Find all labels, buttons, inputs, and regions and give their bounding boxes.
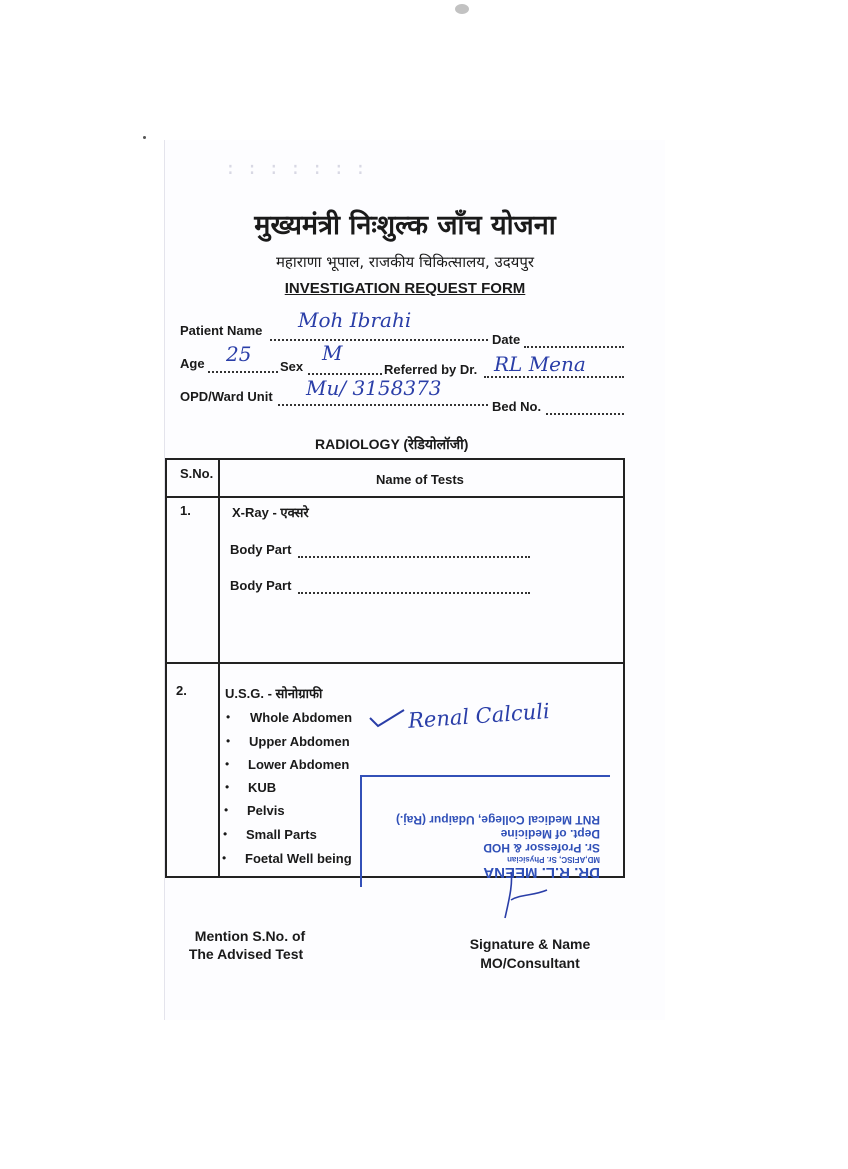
- date-label: Date: [492, 332, 521, 347]
- usg-item: KUB: [248, 780, 277, 795]
- sex-line: [308, 373, 382, 375]
- faint-bleed-through: : : : : : : :: [225, 158, 366, 179]
- scheme-title: मुख्यमंत्री निःशुल्क जाँच योजना: [254, 210, 556, 241]
- footer-right-line2: MO/Consultant: [480, 955, 580, 971]
- referred-by-label: Referred by Dr.: [384, 362, 478, 377]
- bed-no-label: Bed No.: [492, 399, 542, 414]
- bullet-icon: •: [226, 710, 231, 724]
- row1-body-part-2: Body Part: [230, 578, 292, 593]
- row1-test: X-Ray - एक्सरे: [232, 505, 309, 520]
- patient-name-label: Patient Name: [180, 323, 263, 338]
- bullet-icon: •: [223, 827, 228, 841]
- stamp-line: DR. R.L. MEENA: [483, 864, 600, 881]
- opd-ward-line: [278, 404, 488, 406]
- scan-speck: [455, 4, 469, 14]
- row2-test: U.S.G. - सोनोग्राफी: [225, 686, 323, 701]
- opd-ward-value: Mu/ 3158373: [306, 376, 442, 400]
- row1-body-part-1: Body Part: [230, 542, 292, 557]
- bullet-icon: •: [224, 803, 229, 817]
- bed-no-line: [546, 413, 624, 415]
- date-line: [524, 346, 624, 348]
- doctor-stamp: [360, 775, 610, 887]
- section-title: RADIOLOGY (रेडियोलॉजी): [315, 436, 469, 452]
- table-header-rule: [165, 496, 625, 498]
- sex-value: M: [322, 341, 343, 365]
- footer-left-line1: Mention S.No. of: [194, 928, 306, 944]
- sex-label: Sex: [280, 359, 304, 374]
- bullet-icon: •: [225, 780, 230, 794]
- stamp-line: Dept. of Medicine: [500, 827, 600, 841]
- stamp-line: MD,AFISC, Sr. Physician: [507, 855, 600, 864]
- usg-item: Lower Abdomen: [248, 757, 350, 772]
- row1-sno: 1.: [180, 503, 191, 518]
- tick-mark-icon: [368, 706, 408, 736]
- usg-item: Pelvis: [247, 803, 285, 818]
- usg-item: Small Parts: [246, 827, 317, 842]
- form-title: INVESTIGATION REQUEST FORM: [284, 280, 526, 297]
- bullet-icon: •: [225, 757, 230, 771]
- col-sno-header: S.No.: [180, 466, 214, 481]
- usg-note: Renal Calculi: [407, 699, 551, 733]
- referred-by-line: [484, 376, 624, 378]
- usg-item: Upper Abdomen: [249, 734, 350, 749]
- footer-left-line2: The Advised Test: [188, 946, 304, 962]
- signature-scribble: [495, 870, 555, 920]
- table-row-rule: [165, 662, 625, 664]
- patient-name-value: Moh Ibrahi: [298, 308, 412, 332]
- stamp-line: Sr. Professor & HOD: [483, 841, 600, 855]
- age-value: 25: [226, 342, 252, 366]
- referred-by-value: RL Mena: [494, 352, 586, 376]
- stamp-line: RNT Medical College, Udaipur (Raj.): [395, 813, 600, 827]
- row1-body-part-1-line: [298, 556, 530, 558]
- bullet-icon: •: [226, 734, 231, 748]
- bullet-icon: •: [222, 851, 227, 865]
- age-label: Age: [180, 356, 205, 371]
- footer-right-line1: Signature & Name: [469, 936, 591, 952]
- patient-name-line: [270, 339, 488, 341]
- usg-item: Foetal Well being: [245, 851, 352, 866]
- col-tests-header: Name of Tests: [376, 472, 464, 487]
- row1-body-part-2-line: [298, 592, 530, 594]
- opd-ward-label: OPD/Ward Unit: [180, 389, 273, 404]
- row2-sno: 2.: [176, 683, 187, 698]
- hospital-name: महाराणा भूपाल, राजकीय चिकित्सालय, उदयपुर: [275, 253, 535, 271]
- table-column-divider: [218, 458, 220, 878]
- scan-speck: [143, 136, 146, 139]
- age-line: [208, 371, 278, 373]
- usg-item: Whole Abdomen: [250, 710, 353, 725]
